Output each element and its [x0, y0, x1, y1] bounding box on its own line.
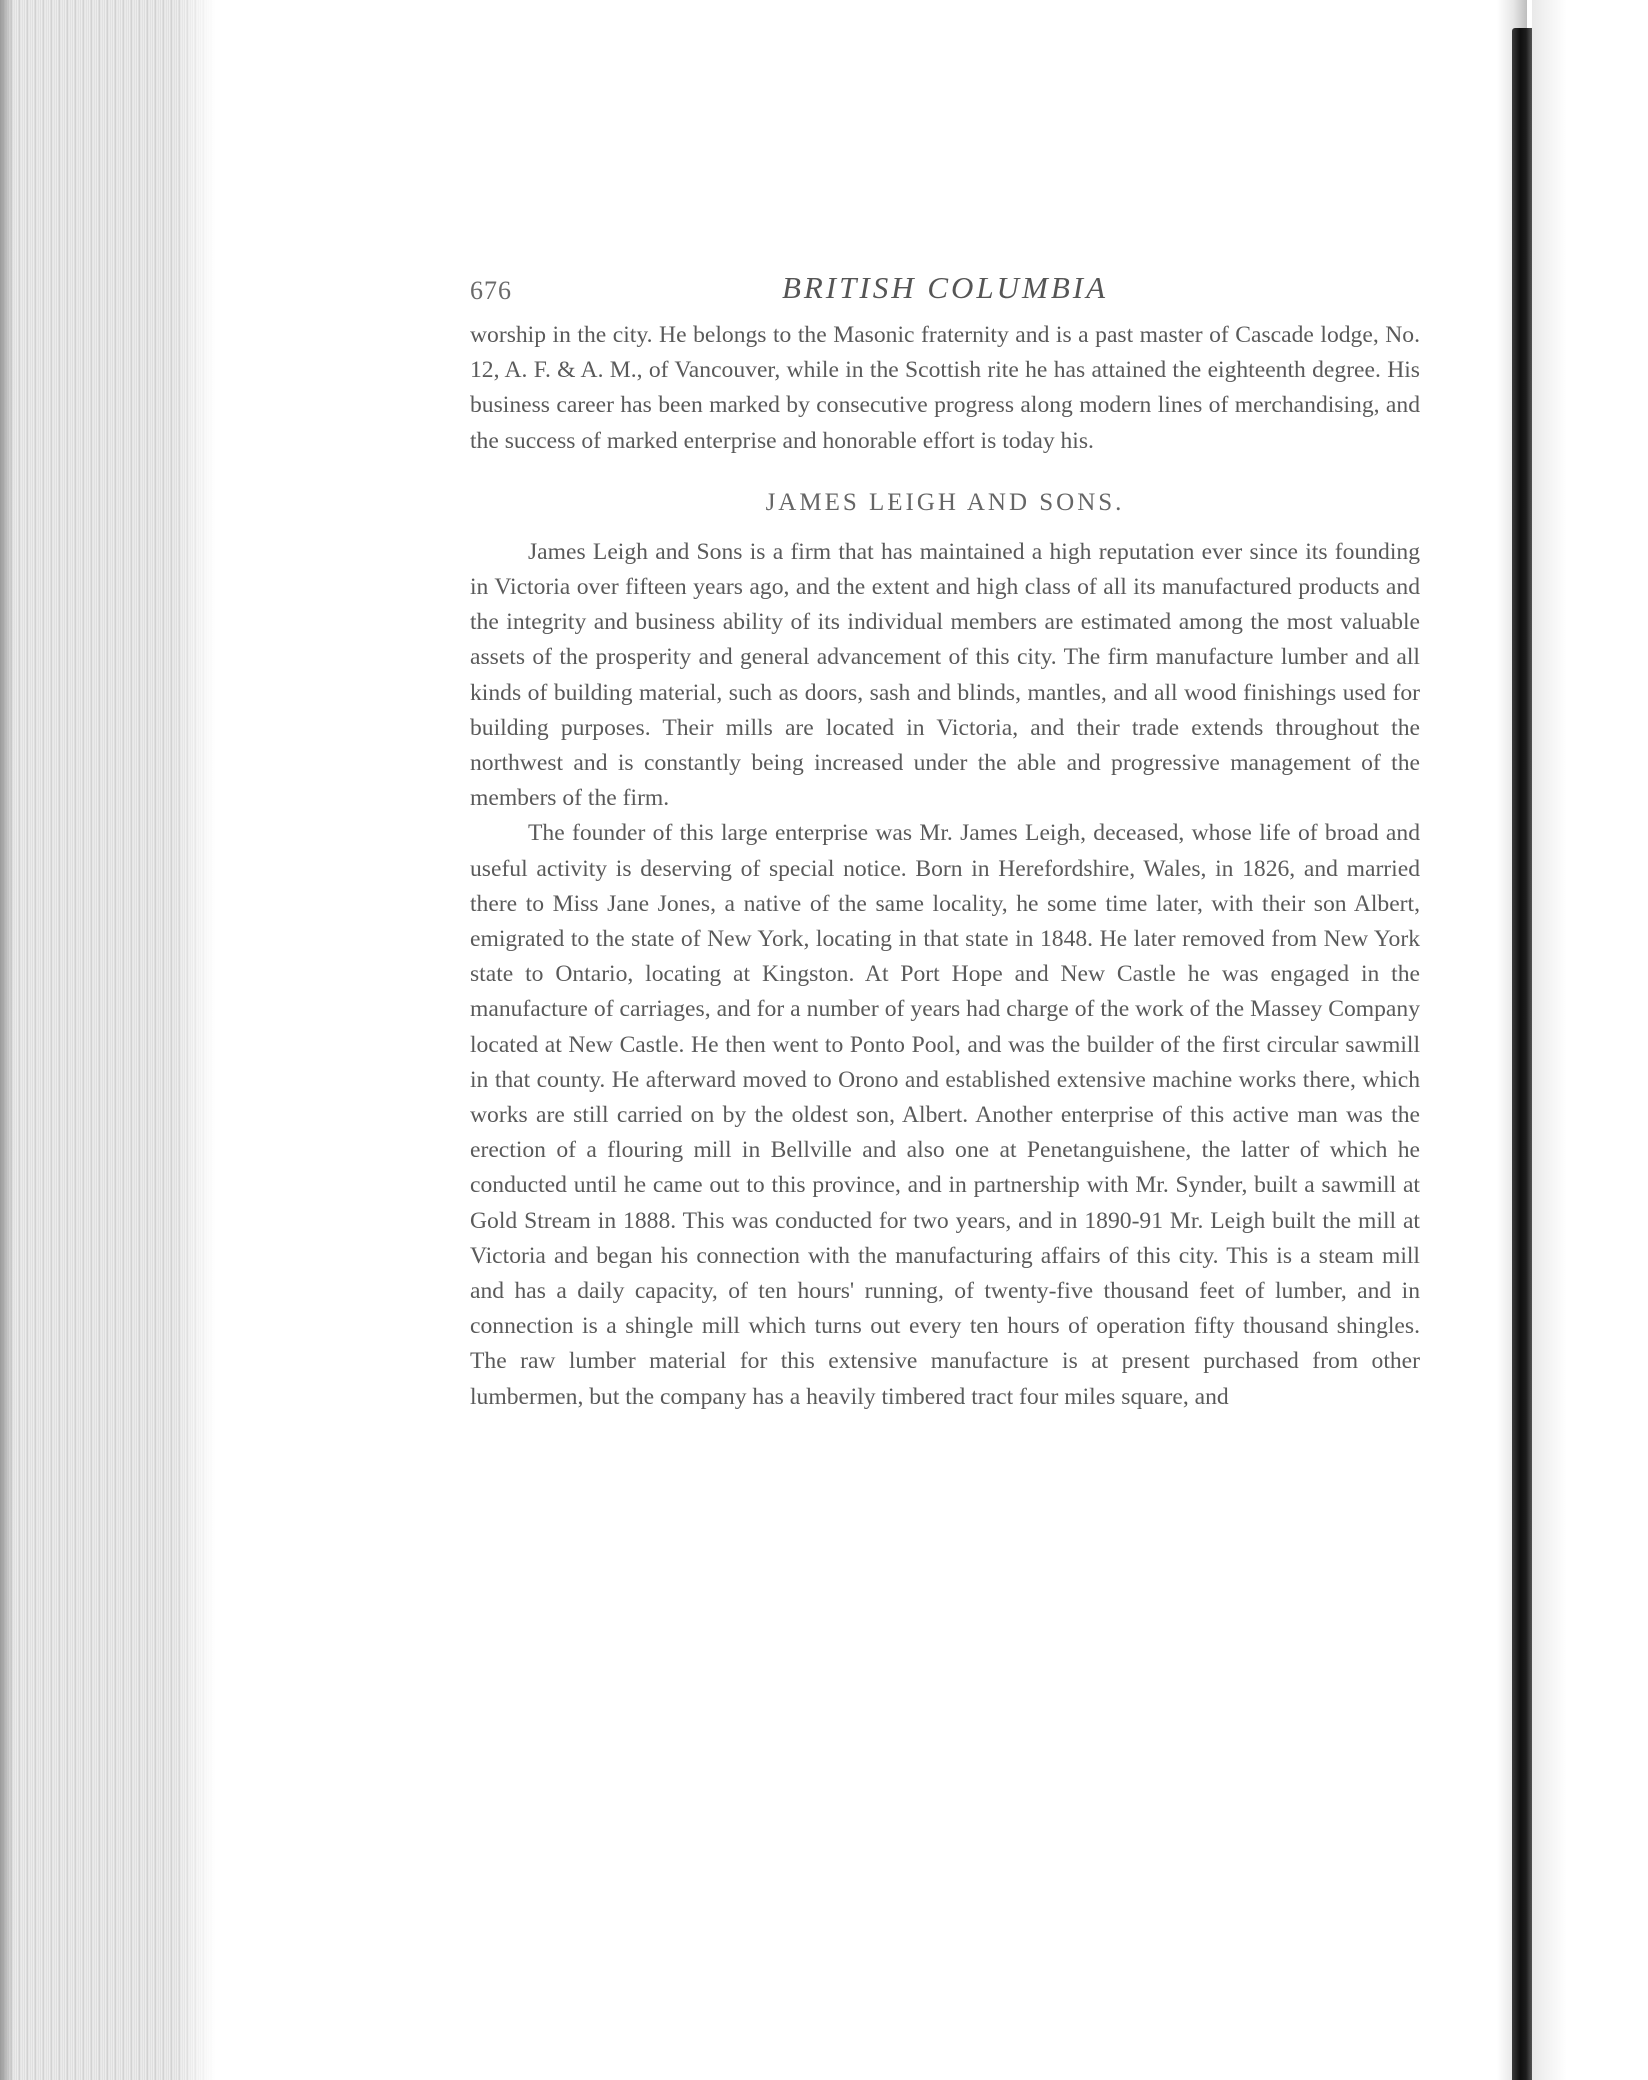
left-edge-shadow — [0, 0, 14, 2080]
paragraph-founder-biography: The founder of this large enterprise was Mr. James Leigh, deceased, whose life of broad and useful activity is deserving of special notice. Born in Herefordshire, Wales, in 1826, and married there to Miss Jane Jones, a native of the same locality, he some time later, with their son Albert, emigrated to the state of New York, locating in that state in 1848. He later removed from New York state to Ontario, locating at Kingston. At Port Hope and New Castle he was engaged in the manufacture of carriages, and for a number of years had charge of the work of the Massey Company located at New Castle. He then went to Ponto Pool, and was the builder of the first circular sawmill in that county. He afterward moved to Orono and established extensive machine works there, which works are still carried on by the oldest son, Albert. Another enterprise of this active man was the erection of a flouring mill in Bellville and also one at Penetanguishene, the latter of which he conducted until he came out to this province, and in partnership with Mr. Synder, built a sawmill at Gold Stream in 1888. This was conducted for two years, and in 1890-91 Mr. Leigh built the mill at Victoria and began his connection with the manufacturing affairs of this city. This is a steam mill and has a daily capacity, of ten hours' running, of twenty-five thousand feet of lumber, and in connection is a shingle mill which turns out every ten hours of operation fifty thousand shingles. The raw lumber material for this extensive manufacture is at present purchased from other lumbermen, but the company has a heavily timbered tract four miles square, and — [470, 820, 1420, 1410]
continued-paragraph: worship in the city. He belongs to the Masonic fraternity and is a past master of Cascade lodge, No. 12, A. F. & A. M., of Vancouver, while in the Scottish rite he has attained the eighteenth degree. His business career has been marked by consecutive progress along modern lines of merchandising, and the success of marked enterprise and honorable effort is today his. — [470, 322, 1420, 454]
page-text-block — [470, 270, 1420, 1415]
page-header: BRITISH COLUMBIA — [781, 270, 1109, 305]
page-number: 676 — [470, 276, 512, 305]
running-head — [470, 270, 1420, 318]
left-page-edges — [0, 0, 215, 2080]
next-page-edge — [1532, 0, 1648, 2080]
section-title: JAMES LEIGH AND SONS. — [765, 488, 1125, 516]
paragraph-firm-description: James Leigh and Sons is a firm that has maintained a high reputation ever since its founding in Victoria over fifteen years ago, and the extent and high class of all its manufactured products and the integrity and business ability of its individual members are estimated among the most valuable assets of the prosperity and general advancement of this city. The firm manufacture lumber and all kinds of building material, such as doors, sash and blinds, mantles, and all wood finishings used for building purposes. Their mills are located in Victoria, and their trade extends throughout the northwest and is constantly being increased under the able and progressive management of the members of the firm. — [470, 538, 1420, 812]
book-spine — [1512, 28, 1532, 2080]
